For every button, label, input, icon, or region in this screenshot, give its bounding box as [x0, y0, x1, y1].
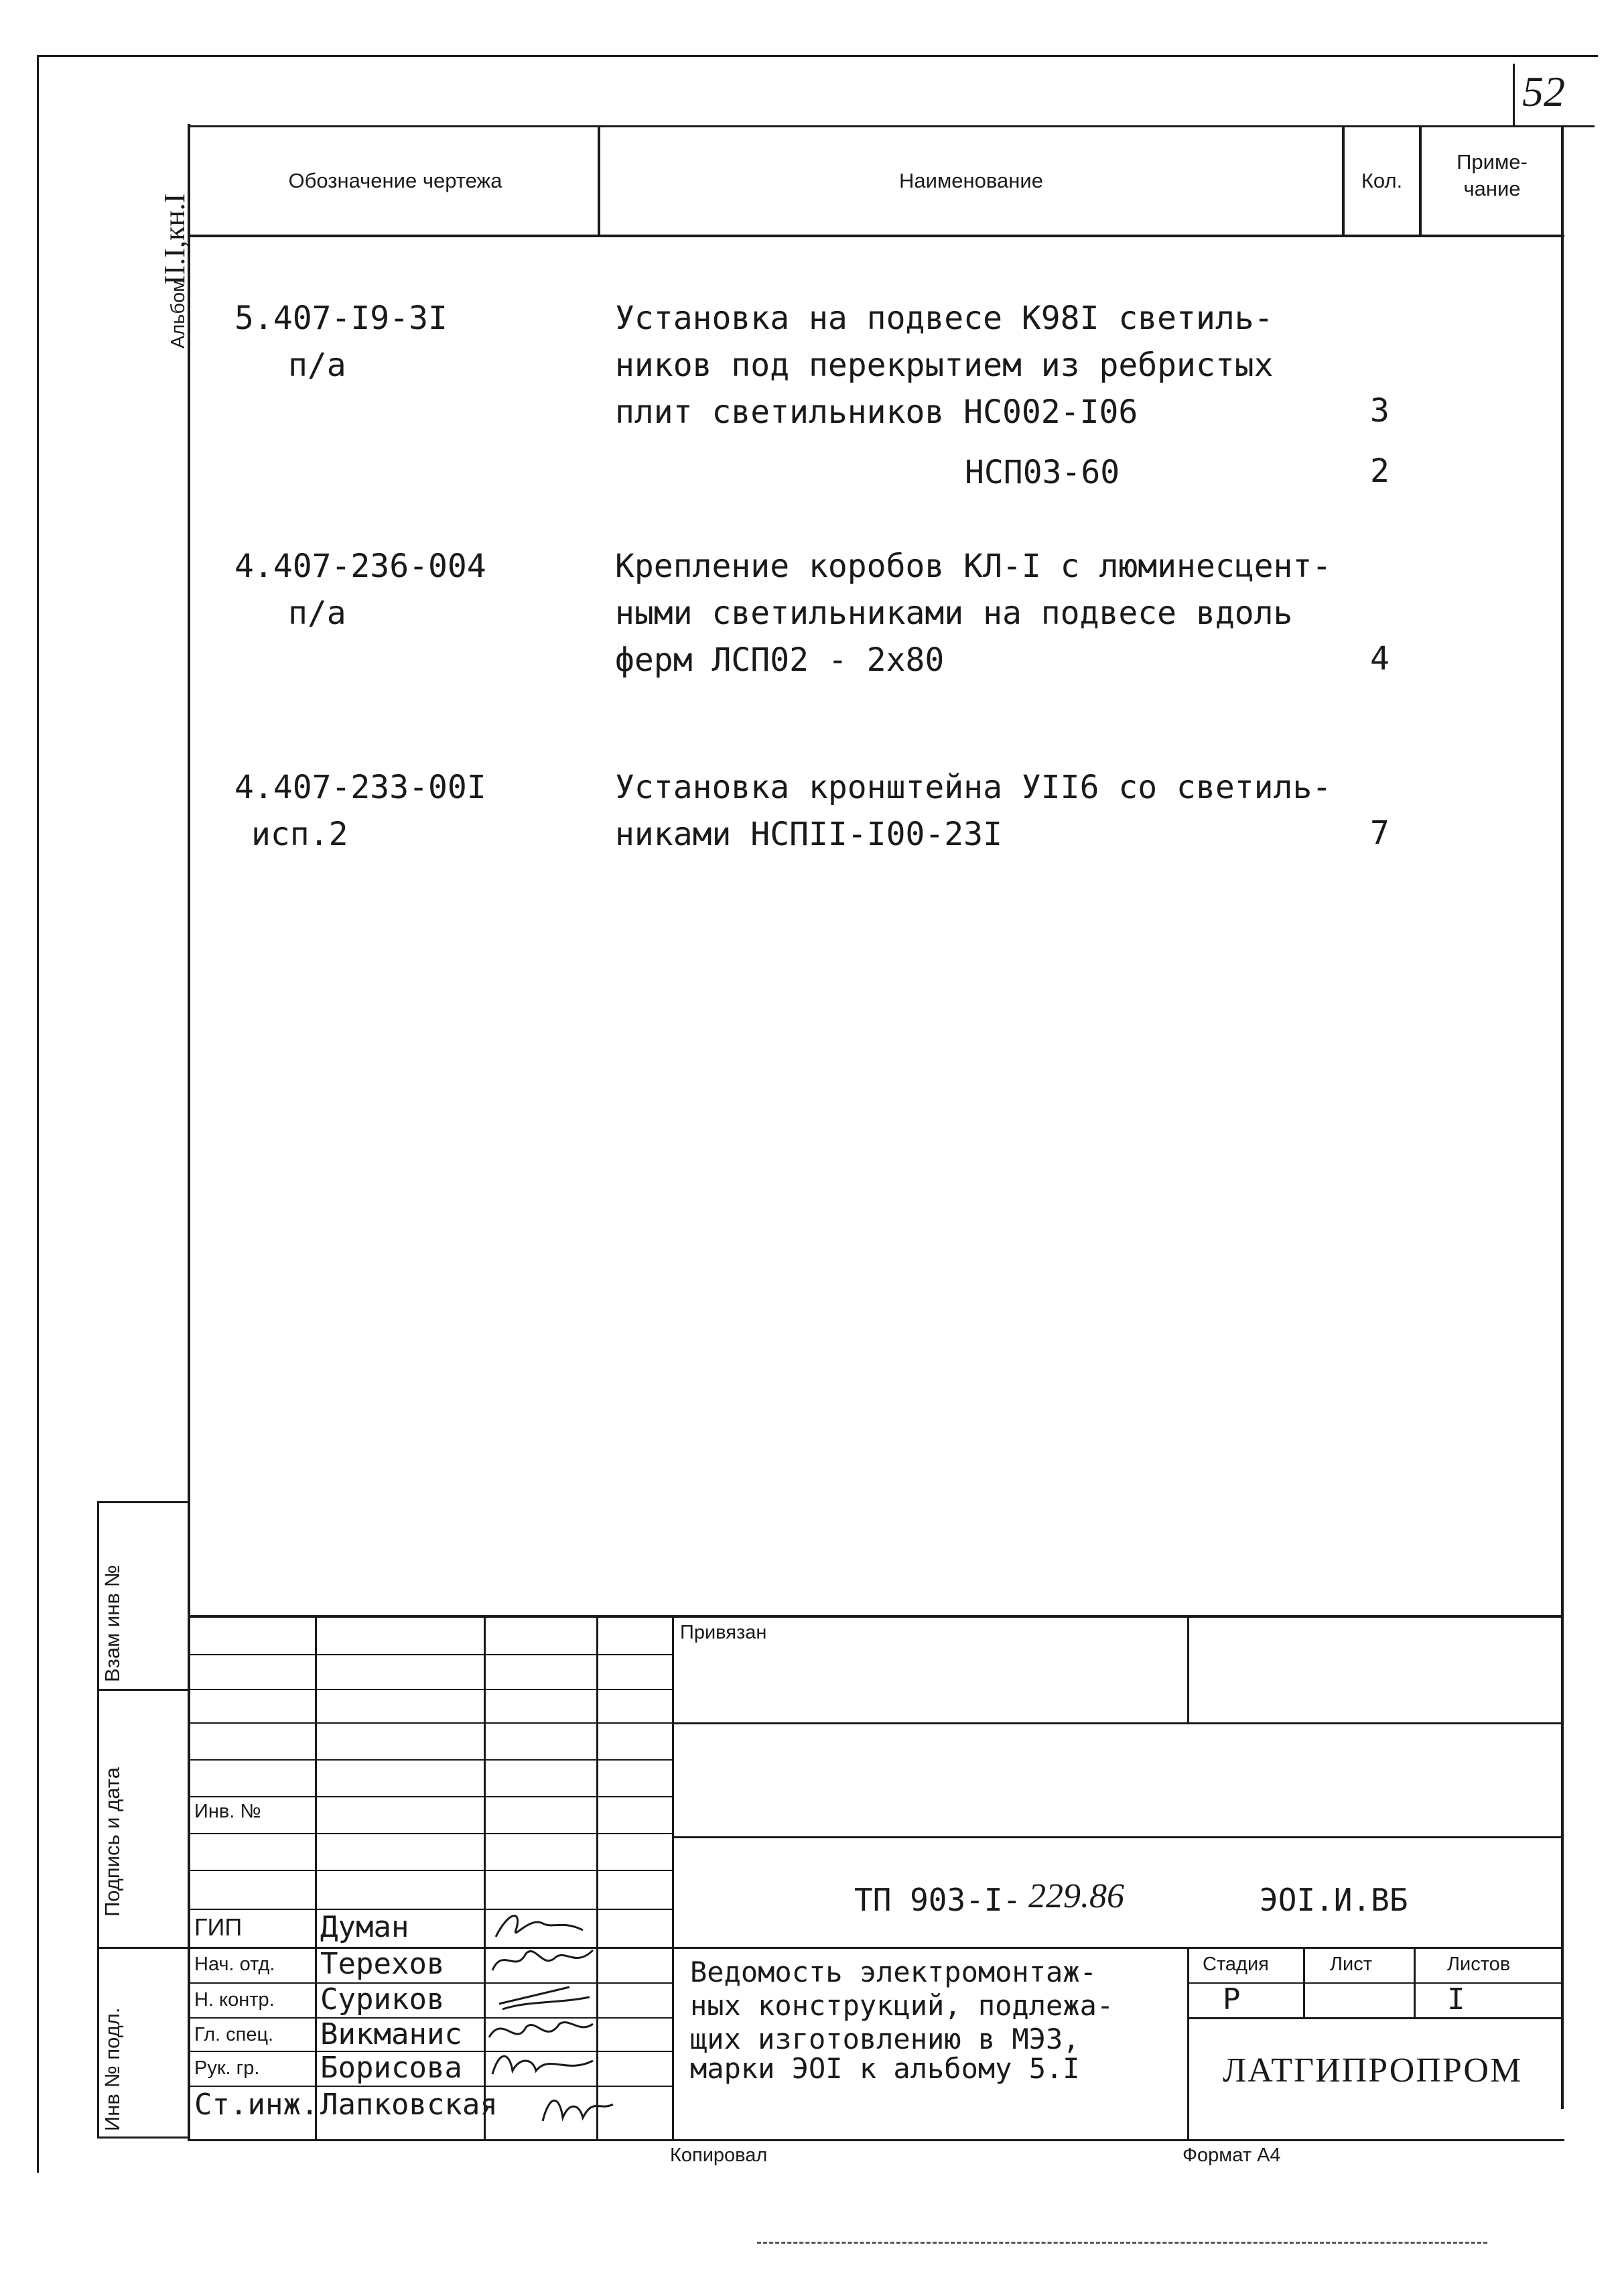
tb-name-nkontr: Суриков — [320, 1982, 445, 2017]
frame-top-inner-line — [188, 125, 1595, 127]
row-2-qty: 4 — [1370, 640, 1390, 678]
tb-role-nkontr: Н. контр. — [194, 1989, 275, 2011]
signature-nkontr — [489, 1977, 596, 2014]
tb-stage-col2 — [1414, 1947, 1416, 2017]
side-stamp-top — [97, 1501, 190, 1503]
footer-format: Формат А4 — [1182, 2145, 1281, 2166]
side-stamp-div1 — [97, 1689, 190, 1691]
tb-name-gip: Думан — [320, 1910, 409, 1944]
tb-name-glspec: Викманис — [320, 2017, 462, 2051]
tb-sheet-label: Лист — [1330, 1954, 1373, 1975]
tb-name-nach: Терехов — [320, 1947, 445, 1981]
tb-doc-code-prefix: ТП 903-I- — [854, 1882, 1022, 1918]
frame-inner-left-line — [188, 124, 190, 2141]
tb-name-stinzh: Лапковская — [320, 2088, 498, 2122]
row-2-code-sub: п/а — [288, 594, 346, 632]
tb-code-top — [672, 1836, 1563, 1838]
row-3-code-sub: исп.2 — [251, 816, 348, 853]
row-3-name-line2: никами НСПII-I00-23I — [615, 816, 1002, 853]
row-1-qty: 3 — [1370, 392, 1390, 430]
tb-right-divider — [1187, 1947, 1189, 2139]
tb-title-line2: ных конструкций, подлежа- — [690, 1989, 1114, 2022]
side-stamp-vzam: Взам инв № — [100, 1565, 124, 1682]
frame-top-line — [37, 55, 1598, 57]
tb-privyazan: Привязан — [680, 1622, 767, 1643]
row-2-code: 4.407-236-004 — [234, 548, 486, 585]
footer-copied: Копировал — [670, 2145, 768, 2166]
tb-stage-value: Р — [1223, 1982, 1241, 2017]
album-label: Альбом — [167, 278, 189, 348]
row-1-extra-name: НСП03-60 — [965, 454, 1120, 491]
tb-inv-no: Инв. № — [194, 1801, 261, 1822]
header-note-line2: чание — [1463, 177, 1521, 200]
tb-sheets-label: Листов — [1447, 1954, 1511, 1975]
row-1-name-line1: Установка на подвесе К98I светиль- — [615, 300, 1274, 337]
tb-doc-mark: ЭОI.И.ВБ — [1260, 1882, 1408, 1918]
tb-col-4 — [672, 1615, 674, 2139]
side-stamp-left — [97, 1501, 99, 2138]
tb-row-1 — [190, 1654, 672, 1655]
side-stamp-bottom — [97, 2136, 190, 2139]
tb-sheets-value: I — [1447, 1982, 1465, 2017]
tb-row-2 — [190, 1689, 672, 1690]
header-designation: Обозначение чертежа — [288, 169, 502, 192]
tb-title-line4: марки ЭОI к альбому 5.I — [690, 2052, 1080, 2085]
row-1-code-sub: п/а — [288, 346, 346, 384]
tb-title-line3: щих изготовлению в МЭЗ, — [690, 2023, 1080, 2055]
frame-right-line — [1561, 125, 1564, 2109]
signature-rukgr — [486, 2044, 596, 2084]
frame-bottom-line — [188, 2139, 1564, 2141]
tb-row-5 — [190, 1796, 672, 1797]
bottom-dash-line — [757, 2242, 1487, 2244]
tb-privyazan-divider — [1187, 1615, 1189, 1722]
tb-row-7 — [190, 1870, 672, 1871]
header-qty: Кол. — [1361, 169, 1403, 192]
tb-org: ЛАТГИПРОПРОМ — [1223, 2051, 1523, 2090]
tb-row-3 — [190, 1722, 672, 1724]
row-3-qty: 7 — [1370, 814, 1390, 852]
tb-role-nach: Нач. отд. — [194, 1954, 275, 1975]
tb-name-rukgr: Борисова — [320, 2051, 462, 2085]
tb-stage-row1 — [1187, 1982, 1563, 1984]
tb-role-gip: ГИП — [194, 1913, 243, 1941]
header-note-line1: Приме- — [1457, 150, 1528, 174]
tb-row-4 — [190, 1759, 672, 1761]
row-1-code: 5.407-I9-3I — [234, 300, 448, 337]
tb-role-glspec: Гл. спец. — [194, 2024, 274, 2045]
side-stamp-podpis: Подпись и дата — [100, 1767, 124, 1917]
header-bottom-line — [188, 235, 1564, 237]
side-stamp-inv-podl: Инв № подл. — [100, 2007, 124, 2131]
tb-title-line1: Ведомость электромонтаж- — [690, 1956, 1097, 1988]
tb-privyazan-bottom — [672, 1722, 1563, 1724]
row-3-name-line1: Установка кронштейна УII6 со светиль- — [615, 769, 1332, 806]
tb-row-8 — [190, 1909, 672, 1910]
tb-doc-code-hand: 229.86 — [1028, 1877, 1124, 1915]
tb-role-stinzh: Ст.инж. — [194, 2088, 319, 2122]
signature-stinzh — [536, 2084, 616, 2131]
row-1-name-line3: плит светильников НС002-I06 — [615, 393, 1138, 431]
row-1-name-line2: ников под перекрытием из ребристых — [615, 346, 1274, 384]
side-stamp-div2 — [97, 1947, 190, 1949]
tb-stage-label: Стадия — [1203, 1954, 1269, 1975]
tb-stage-row2 — [1187, 2017, 1563, 2019]
page-number: 52 — [1522, 68, 1565, 115]
tb-row-6 — [190, 1833, 672, 1834]
row-2-name-line1: Крепление коробов КЛ-I с люминесцент- — [615, 548, 1332, 585]
tb-stage-col1 — [1303, 1947, 1305, 2017]
row-2-name-line3: ферм ЛСП02 - 2х80 — [615, 641, 945, 679]
row-2-name-line2: ными светильниками на подвесе вдоль — [615, 594, 1293, 632]
tb-col-1 — [315, 1615, 317, 2139]
signature-nach — [489, 1940, 596, 1980]
tb-role-rukgr: Рук. гр. — [194, 2057, 260, 2079]
row-1-extra-qty: 2 — [1370, 452, 1390, 490]
tb-col-3 — [596, 1615, 598, 2139]
frame-left-line — [37, 55, 39, 2173]
header-name: Наименование — [899, 169, 1043, 192]
album-ref: II.I,кн.I — [158, 193, 191, 285]
tb-top-line — [190, 1615, 1563, 1618]
page-number-divider — [1513, 64, 1515, 125]
row-3-code: 4.407-233-00I — [234, 769, 486, 806]
